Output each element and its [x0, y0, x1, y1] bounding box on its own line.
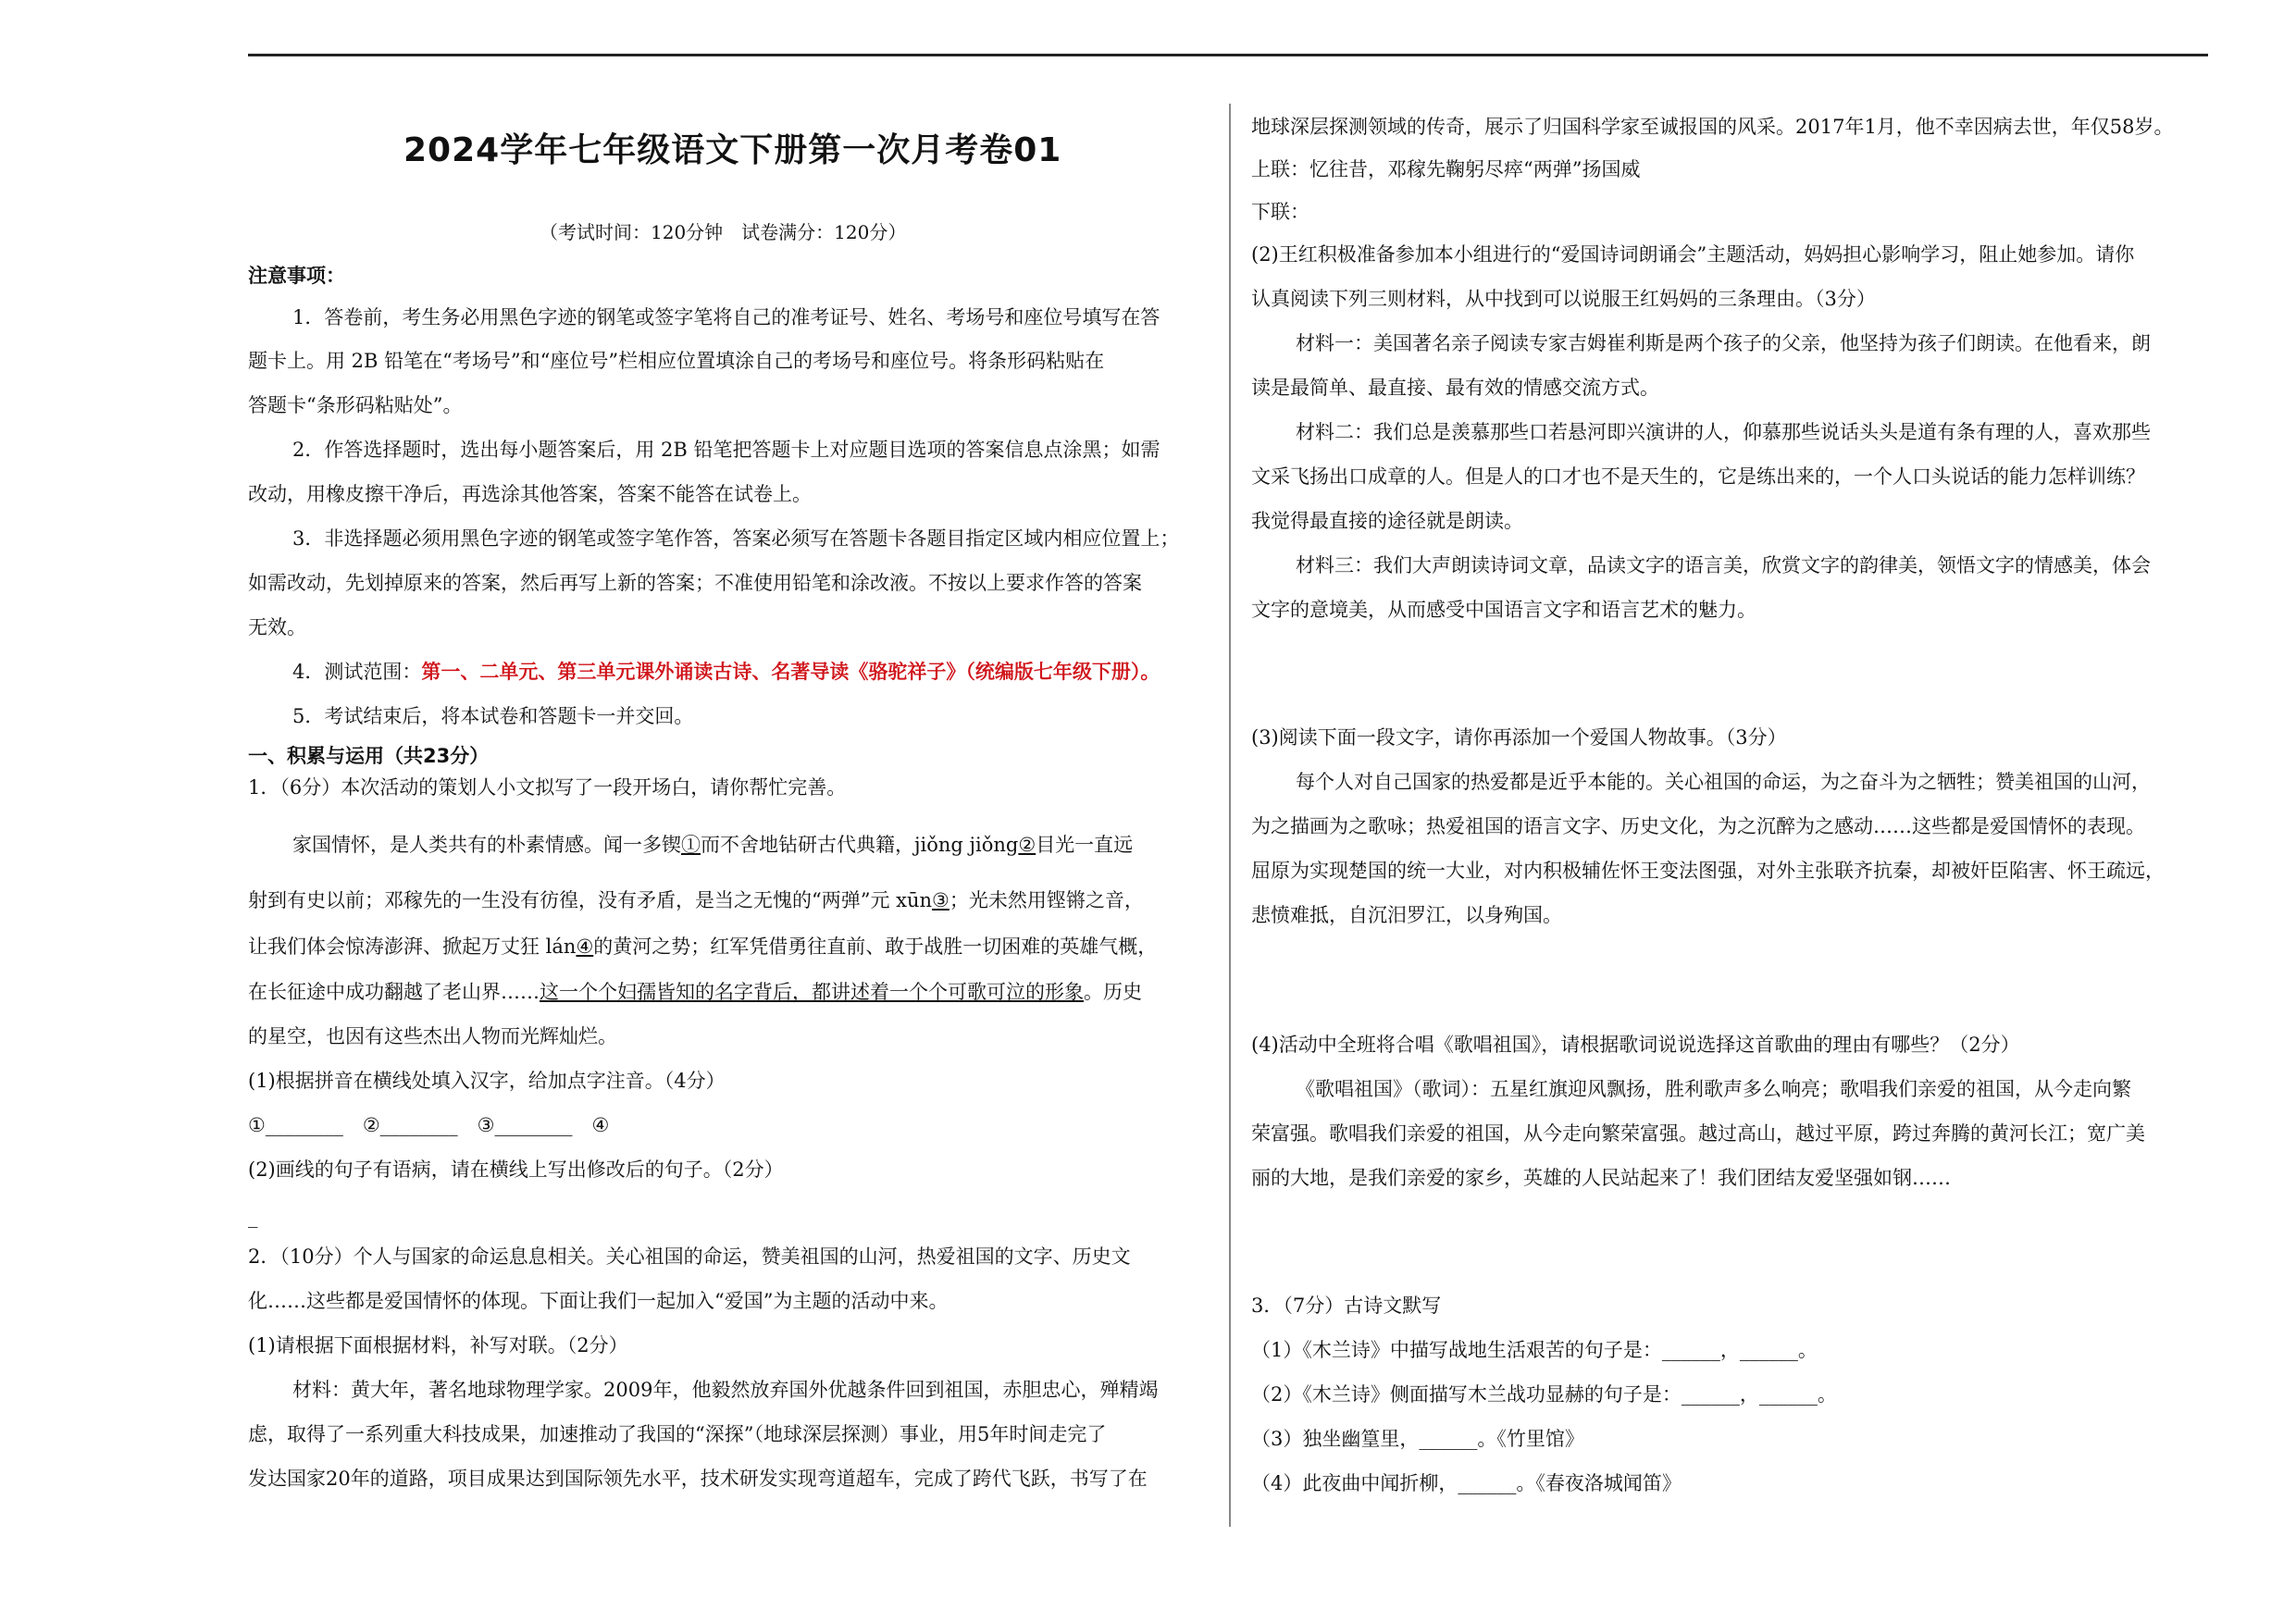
q2-4-text: 《歌唱祖国》（歌词）：五星红旗迎风飘扬，胜利歌声多么响亮；歌唱我们亲爱的祖国，从今走向繁: [1296, 1078, 2131, 1100]
blank-marker: ①: [681, 834, 701, 856]
q1-text: 在长征途中成功翻越了老山界……: [248, 981, 540, 1003]
q2-3-text: 每个人对自己国家的热爱都是近乎本能的。关心祖国的命运，为之奋斗为之牺牲；赞美祖国的山河，: [1296, 771, 2151, 793]
notice-line: 答题卡“条形码粘贴处”。: [248, 394, 463, 416]
q2-sub-2: 认真阅读下列三则材料，从中找到可以说服王红妈妈的三条理由。（3分）: [1251, 288, 1876, 310]
q1-blanks: ①________ ②________ ③________ ④: [248, 1114, 610, 1136]
q1-text: 而不舍地钻研古代典籍，jiǒng jiǒng: [701, 834, 1019, 856]
q1-text: 目光一直远: [1036, 834, 1134, 856]
column-divider: [1229, 104, 1231, 1527]
q2-2-material: 读是最简单、最直接、最有效的情感交流方式。: [1251, 377, 1659, 399]
q2-material-line: 材料：黄大年，著名地球物理学家。2009年，他毅然放弃国外优越条件回到祖国，赤胆忠心，殚精竭: [292, 1379, 1159, 1401]
notice-line: 改动，用橡皮擦干净后，再选涂其他答案，答案不能答在试卷上。: [248, 483, 812, 505]
q2-4-text: 丽的大地，是我们亲爱的家乡，英雄的人民站起来了！我们团结友爱坚强如钢……: [1251, 1167, 1951, 1189]
q2-3-text: 为之描画为之歌咏；热爱祖国的语言文字、历史文化，为之沉醉为之感动……这些都是爱国情怀的表现。: [1251, 815, 2145, 837]
blank-marker: ④: [576, 935, 594, 958]
q1-passage-line: [248, 886, 1144, 914]
q1-sub-2: (2)画线的句子有语病，请在横线上写出修改后的句子。（2分）: [248, 1158, 784, 1181]
q2-3-text: 屈原为实现楚国的统一大业，对内积极辅佐怀王变法图强，对外主张联齐抗秦，却被奸臣陷害、怀王疏远，: [1251, 860, 2165, 882]
couplet-upper: 上联：忆往昔，邓稼先鞠躬尽瘁“两弹”扬国威: [1251, 158, 1641, 180]
q2-3-text: 悲愤难抵，自沉汨罗江，以身殉国。: [1251, 904, 1562, 926]
notice-heading: 注意事项：: [248, 265, 345, 287]
q1-text: 让我们体会惊涛澎湃、掀起万丈狂 lán: [248, 935, 577, 958]
q1-sub-1: (1)根据拼音在横线处填入汉字，给加点字注音。（4分）: [248, 1070, 726, 1092]
notice-line: 5．考试结束后，将本试卷和答题卡一并交回。: [292, 705, 694, 727]
q1-text: 射到有史以前；邓稼先的一生没有彷徨，没有矛盾，是当之无愧的“两弹”元 xūn: [248, 889, 933, 911]
q3-item: （2）《木兰诗》侧面描写木兰战功显赫的句子是：______，______。: [1251, 1383, 1837, 1406]
test-range: 第一、二单元、第三单元课外诵读古诗、名著导读《骆驼祥子》（统编版七年级下册）: [421, 661, 1141, 683]
notice4-prefix: 4．测试范围：: [292, 661, 422, 683]
underlined-sentence: 这一个个妇孺皆知的名字背后，都讲述着一个个可歌可泣的形象: [540, 981, 1084, 1003]
question-3-stem: 3．（7分）古诗文默写: [1251, 1295, 1442, 1317]
notice-line: 2．作答选择题时，选出每小题答案后，用 2B 铅笔把答题卡上对应题目选项的答案信息点涂黑；如需: [292, 439, 1160, 461]
top-rule: [248, 54, 2208, 56]
q3-item: （1）《木兰诗》中描写战地生活艰苦的句子是：______，______。: [1251, 1339, 1818, 1361]
q1-text: 的黄河之势；红军凭借勇往直前、敢于战胜一切困难的英雄气概，: [593, 935, 1158, 958]
blank-marker: ②: [1018, 834, 1036, 856]
q2-2-material: 文字的意境美，从而感受中国语言文字和语言艺术的魅力。: [1251, 599, 1756, 621]
q2-material-line: 虑，取得了一系列重大科技成果，加速推动了我国的“深探”（地球深层探测）事业，用5年时间走完了: [248, 1423, 1107, 1445]
q2-sub-4: (4)活动中全班将合唱《歌唱祖国》，请根据歌词说说选择这首歌曲的理由有哪些？（2分）: [1251, 1034, 2020, 1056]
q2-2-material: 材料一：美国著名亲子阅读专家吉姆崔利斯是两个孩子的父亲，他坚持为孩子们朗读。在他看来，朗: [1296, 332, 2151, 354]
question-2-stem: 化……这些都是爱国情怀的体现。下面让我们一起加入“爱国”为主题的活动中来。: [248, 1290, 949, 1312]
notice4-end: 。: [1140, 661, 1160, 683]
q2-sub-3: (3)阅读下面一段文字，请你再添加一个爱国人物故事。（3分）: [1251, 726, 1787, 749]
blank-marker: ③: [932, 889, 949, 911]
section-heading: 一、积累与运用（共23分）: [248, 745, 490, 767]
q2-sub-1: (1)请根据下面根据材料，补写对联。（2分）: [248, 1334, 628, 1357]
notice-line: 如需改动，先划掉原来的答案，然后再写上新的答案；不准使用铅笔和涂改液。不按以上要求作答的答案: [248, 572, 1142, 594]
q2-2-material: 我觉得最直接的途径就是朗读。: [1251, 510, 1523, 532]
question-1-stem: 1．（6分）本次活动的策划人小文拟写了一段开场白，请你帮忙完善。: [248, 776, 847, 799]
q1-text: 。历史: [1084, 981, 1142, 1003]
notice-line: 3．非选择题必须用黑色字迹的钢笔或签字笔作答，答案必须写在答题卡各题目指定区域内相应位置上；: [292, 527, 1180, 550]
q1-text: 家国情怀，是人类共有的朴素情感。闻一多锲: [292, 834, 681, 856]
q2-2-material: 材料二：我们总是羡慕那些口若悬河即兴演讲的人，仰慕那些说话头头是道有条有理的人，喜欢那些: [1296, 421, 2151, 443]
q1-passage-line: [248, 978, 1142, 1006]
q2-2-material: 文采飞扬出口成章的人。但是人的口才也不是天生的，它是练出来的，一个人口头说话的能力怎样训练？: [1251, 465, 2145, 488]
q1-text: ；光未然用铿锵之音，: [949, 889, 1144, 911]
q3-item: （3）独坐幽篁里，______。《竹里馆》: [1251, 1428, 1584, 1450]
notice-line-4: [292, 658, 1160, 686]
question-2-stem: 2．（10分）个人与国家的命运息息相关。关心祖国的命运，赞美祖国的山河，热爱祖国的文字、历史文: [248, 1245, 1131, 1268]
q1-passage-line: 的星空，也因有这些杰出人物而光辉灿烂。: [248, 1025, 617, 1047]
q2-material-line: 发达国家20年的道路，项目成果达到国际领先水平，技术研发实现弯道超车，完成了跨代飞跃，书写了在: [248, 1468, 1148, 1490]
q2-sub-2: (2)王红积极准备参加本小组进行的“爱国诗词朗诵会”主题活动，妈妈担心影响学习，阻止她参加。请你: [1251, 243, 2135, 266]
q2-2-material: 材料三：我们大声朗读诗词文章，品读文字的语言美，欣赏文字的韵律美，领悟文字的情感美，体会: [1296, 554, 2151, 576]
q3-item: （4）此夜曲中闻折柳，______。《春夜洛城闻笛》: [1251, 1472, 1682, 1494]
q2-4-text: 荣富强。歌唱我们亲爱的祖国，从今走向繁荣富强。越过高山，越过平原，跨过奔腾的黄河长江；宽广美: [1251, 1122, 2145, 1145]
notice-line: 题卡上。用 2B 铅笔在“考场号”和“座位号”栏相应位置填涂自己的考场号和座位号。将条形码粘贴在: [248, 350, 1105, 372]
material-continued: 地球深层探测领域的传奇，展示了归国科学家至诚报国的风采。2017年1月，他不幸因病去世，年仅58岁。: [1251, 116, 2174, 138]
exam-info: （考试时间：120分钟 试卷满分：120分）: [540, 221, 907, 243]
notice-line: 1．答卷前，考生务必用黑色字迹的钢笔或签字笔将自己的准考证号、姓名、考场号和座位号填写在答: [292, 306, 1160, 328]
notice-line: 无效。: [248, 616, 306, 638]
couplet-lower: 下联：: [1251, 201, 1309, 223]
q1-answer-blank: _: [248, 1206, 258, 1228]
q1-passage-line: [292, 831, 1133, 859]
q1-passage-line: [248, 933, 1157, 960]
page-title: 2024学年七年级语文下册第一次月考卷01: [403, 131, 1062, 169]
